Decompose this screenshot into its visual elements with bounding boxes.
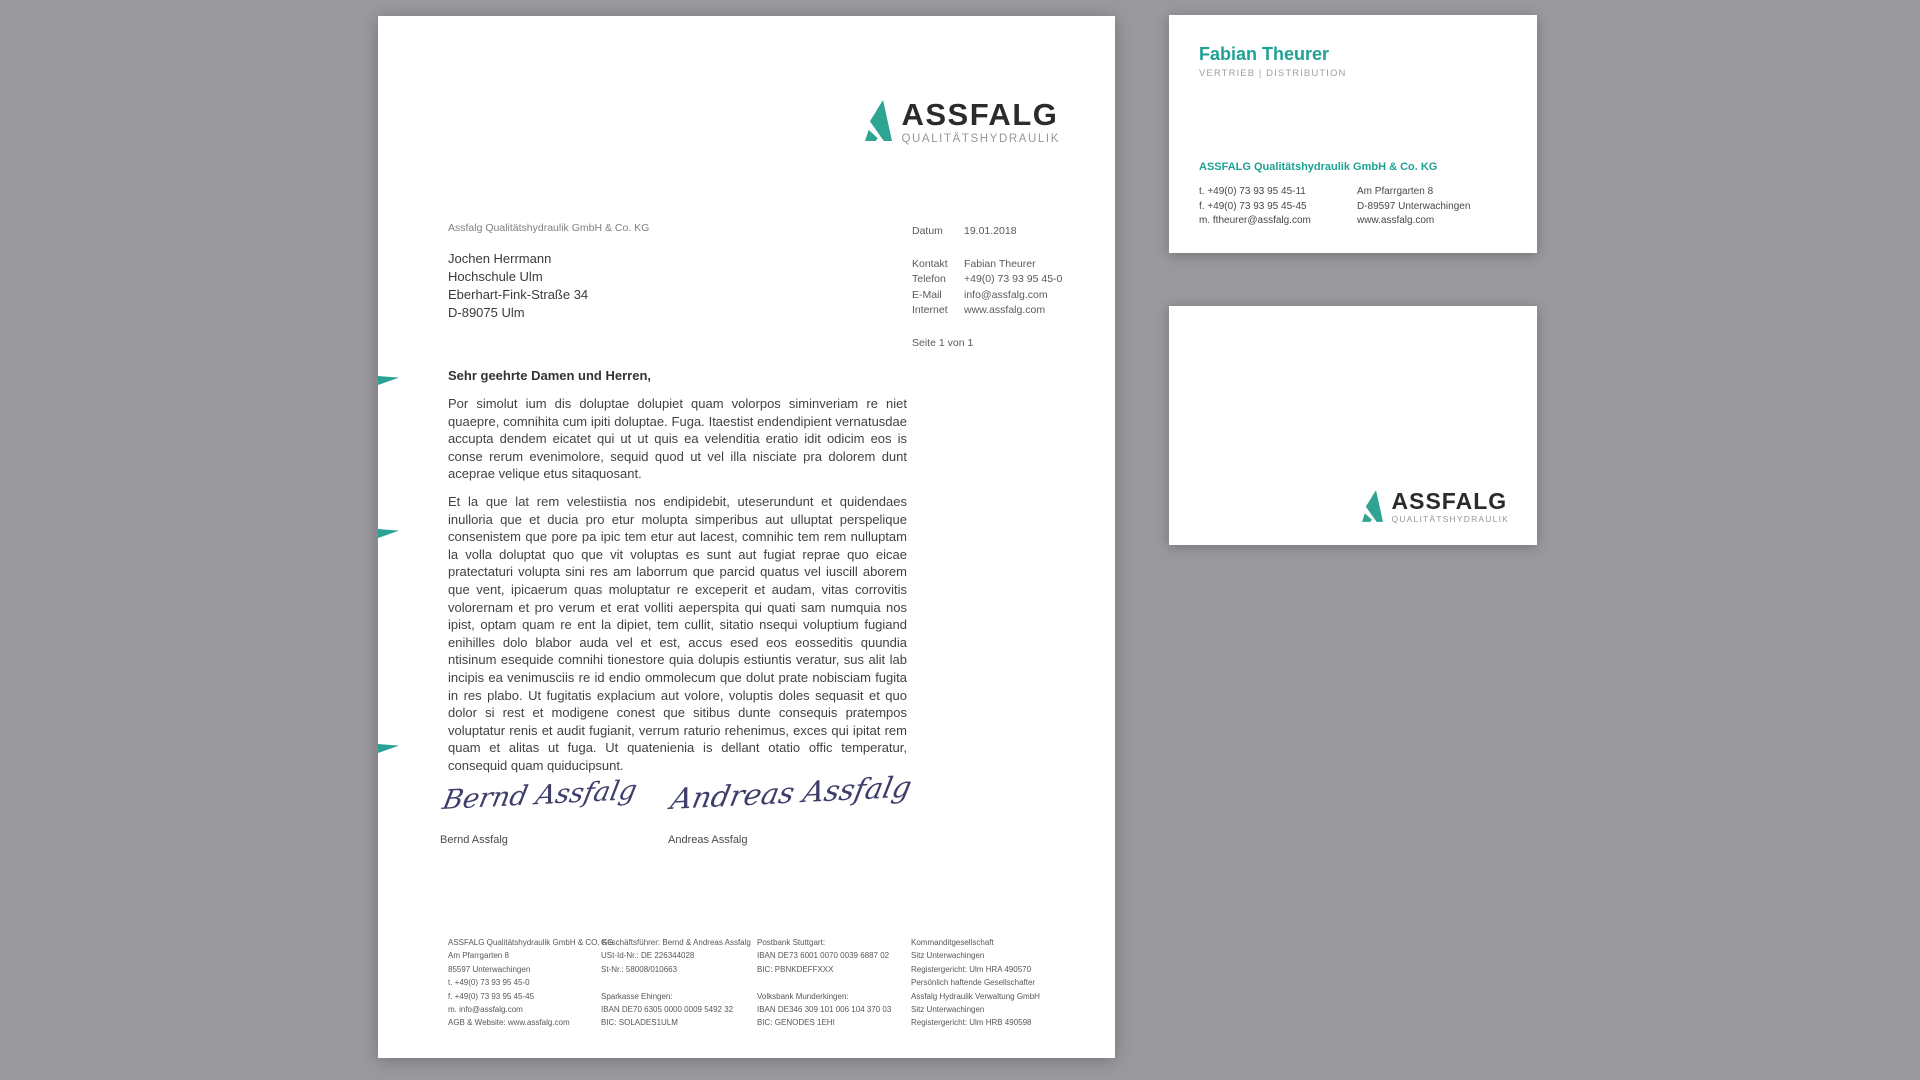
footer-line: Geschäftsführer: Bernd & Andreas Assfalg xyxy=(601,938,751,947)
footer-line: m. info@assfalg.com xyxy=(448,1004,523,1014)
footer-line: 85597 Unterwachingen xyxy=(448,964,531,974)
card-phone: t. +49(0) 73 93 95 45-11 xyxy=(1199,186,1306,197)
footer-line: St-Nr.: 58008/010663 xyxy=(601,964,678,974)
salutation: Sehr geehrte Damen und Herren, xyxy=(448,368,651,383)
footer-banks-column xyxy=(757,936,891,1030)
signature-block-andreas xyxy=(668,764,915,846)
footer-line: t. +49(0) 73 93 95 45-0 xyxy=(448,978,530,988)
recipient-city: D-89075 Ulm xyxy=(448,305,525,320)
assfalg-logo-text xyxy=(1392,490,1509,524)
footer-line: IBAN DE346 309 101 006 104 370 03 xyxy=(757,1004,892,1014)
email-label: E-Mail xyxy=(912,288,942,301)
card-city: D-89597 Unterwachingen xyxy=(1357,200,1471,212)
punch-mark xyxy=(378,529,399,538)
assfalg-logo xyxy=(1362,490,1509,527)
footer-company-column xyxy=(448,936,613,1030)
logo-tagline: QUALITÄTSHYDRAULIK xyxy=(1391,514,1509,524)
footer-line: Volksbank Munderkingen: xyxy=(757,991,849,1001)
signature-block-bernd xyxy=(440,764,640,846)
footer-line: Persönlich haftende Gesellschafter xyxy=(911,978,1036,988)
footer-tax-bank-column xyxy=(601,936,751,1030)
footer-line xyxy=(757,976,891,989)
business-card-front xyxy=(1169,15,1537,253)
footer-line: IBAN DE70 6305 0000 0009 5492 32 xyxy=(601,1004,734,1014)
body-paragraph-1: Por simolut ium dis doluptae dolupiet quam volorpos siminveriam re niet quaepre, comnihita cum ipiti doluptae. Fuga. Itaestist endendipient vernatusdae accupta dendem eicatet qui ut ut quis ea velenditia eratio idit odicim eos is conse rerum evenimolore, sequid quod ut vel illa nisciate pra dolorem dunt aceprae velique etus sitaquosant. xyxy=(448,396,907,482)
recipient-street: Eberhart-Fink-Straße 34 xyxy=(448,287,589,302)
web-label: Internet xyxy=(912,304,948,316)
recipient-org: Hochschule Ulm xyxy=(448,269,543,284)
date-value: 19.01.2018 xyxy=(964,225,1017,237)
body-paragraph-2: Et la que lat rem velestiistia nos endipidebit, uteserundunt et quidendaes inulloria que et ducia pro etur molupta simperibus aut ulluptat perspelique consenistem que pore pa ipic tem etur aut lacest, comnihic tem rem nulluptam la volla doluptat quo que vit voluptas es sunt aut fugiat reprae quo eicae pratectaturi volupta sini res am laborrum que parcid quatus vel iuscill aborem que vent, ipicaerum quas moluptatur re exceperit et audam, vitas corrovitis volorernam et pro verum et erat volliti aeperspita qui quati sam numquia nos ipist, optam quam re ent la dipiet, tem cullit, sitatio nsequi voluptium fugiand enihilles dolo blabor auda vel et est, accus esed eos eosseditis quundia ntisinum esequide comnihi tionestore quia dolupis estiuntis veratur, sus alit lab incipis ea venimusciis re id endio ommolecum que dolut prate nobisciam fugita in res plabo. Ut fugitatis explacium aut volore, voluptis doles sequasit et quo dolor si rest et modigene conest que sitibus dunte consequis pratempos voluptatur renis et audit fugianit, verrum raturio rehenimus, exces qui ipitat rem quam et alitas ut fuga. Ut quatenienia is dellant otatio offic temperatur, consequid quam quiducipsunt. xyxy=(448,494,907,773)
assfalg-logo xyxy=(865,97,1060,146)
recipient-address xyxy=(448,250,588,322)
footer-line: Sitz Unterwachingen xyxy=(911,951,985,961)
assfalg-logo-text xyxy=(901,97,1060,145)
sender-line: Assfalg Qualitätshydraulik GmbH & Co. KG xyxy=(448,222,650,234)
footer-line: BIC: GENODES 1EHI xyxy=(757,1018,835,1028)
card-fax: f. +49(0) 73 93 95 45-45 xyxy=(1199,200,1307,212)
letter-meta-block xyxy=(912,224,1062,351)
footer-line: Postbank Stuttgart: xyxy=(757,938,826,947)
logo-tagline: QUALITÄTSHYDRAULIK xyxy=(901,133,1060,145)
card-person-role: VERTRIEB | DISTRIBUTION xyxy=(1199,68,1347,79)
business-card-back xyxy=(1169,306,1537,545)
meta-email-row xyxy=(912,288,1062,304)
footer-line: USt-Id-Nr.: DE 226344028 xyxy=(601,951,695,961)
footer-line xyxy=(601,976,751,989)
footer-line: Sitz Unterwachingen xyxy=(911,1004,985,1014)
footer-line: f. +49(0) 73 93 95 45-45 xyxy=(448,991,535,1001)
phone-value: +49(0) 73 93 95 45-0 xyxy=(964,273,1063,285)
footer-line: ASSFALG Qualitätshydraulik GmbH & CO. KG xyxy=(448,938,614,947)
card-street: Am Pfarrgarten 8 xyxy=(1357,186,1434,197)
email-value: info@assfalg.com xyxy=(964,288,1048,301)
web-value: www.assfalg.com xyxy=(964,304,1046,316)
fold-mark xyxy=(378,376,399,385)
footer-line: AGB & Website: www.assfalg.com xyxy=(448,1018,570,1028)
footer-line: Kommanditgesellschaft xyxy=(911,938,994,947)
footer-legal-column xyxy=(911,936,1040,1030)
card-email: m. ftheurer@assfalg.com xyxy=(1199,215,1311,226)
assfalg-a-mark-icon xyxy=(865,100,892,146)
recipient-name: Jochen Herrmann xyxy=(448,251,552,266)
footer-line: BIC: PBNKDEFFXXX xyxy=(757,964,834,974)
card-person-name: Fabian Theurer xyxy=(1199,44,1330,64)
meta-phone-row xyxy=(912,272,1062,288)
letter-sheet xyxy=(378,16,1115,1058)
footer-line: Assfalg Hydraulik Verwaltung GmbH xyxy=(911,991,1040,1001)
contact-label: Kontakt xyxy=(912,257,948,270)
logo-wordmark: ASSFALG xyxy=(901,97,1059,132)
fold-mark xyxy=(378,744,399,753)
page-number: Seite 1 von 1 xyxy=(912,336,974,349)
footer-line: BIC: SOLADES1ULM xyxy=(601,1018,678,1028)
footer-line: Registergericht: Ulm HRB 490598 xyxy=(911,1018,1032,1028)
meta-web-row xyxy=(912,303,1062,319)
card-contact-numbers xyxy=(1199,185,1311,229)
meta-contact-row xyxy=(912,257,1062,273)
phone-label: Telefon xyxy=(912,273,946,285)
footer-line: Registergericht: Ulm HRA 490570 xyxy=(911,964,1032,974)
logo-wordmark: ASSFALG xyxy=(1391,488,1508,514)
assfalg-a-mark-icon xyxy=(1362,490,1383,527)
footer-line: IBAN DE73 6001 0070 0039 6887 02 xyxy=(757,951,890,961)
card-company-name: ASSFALG Qualitätshydraulik GmbH & Co. KG xyxy=(1199,161,1438,173)
page-indicator xyxy=(912,336,1062,352)
date-label: Datum xyxy=(912,225,943,237)
contact-value: Fabian Theurer xyxy=(964,257,1036,270)
handwritten-signature: Andreas Assfalg xyxy=(668,769,915,816)
footer-line: Sparkasse Ehingen: xyxy=(601,991,673,1001)
signer-name: Andreas Assfalg xyxy=(668,834,748,846)
card-website: www.assfalg.com xyxy=(1357,215,1435,226)
footer-line: Am Pfarrgarten 8 xyxy=(448,951,509,961)
meta-date-row xyxy=(912,224,1062,240)
signer-name: Bernd Assfalg xyxy=(440,834,508,846)
card-contact-address xyxy=(1357,185,1470,229)
handwritten-signature: Bernd Assfalg xyxy=(440,775,640,816)
